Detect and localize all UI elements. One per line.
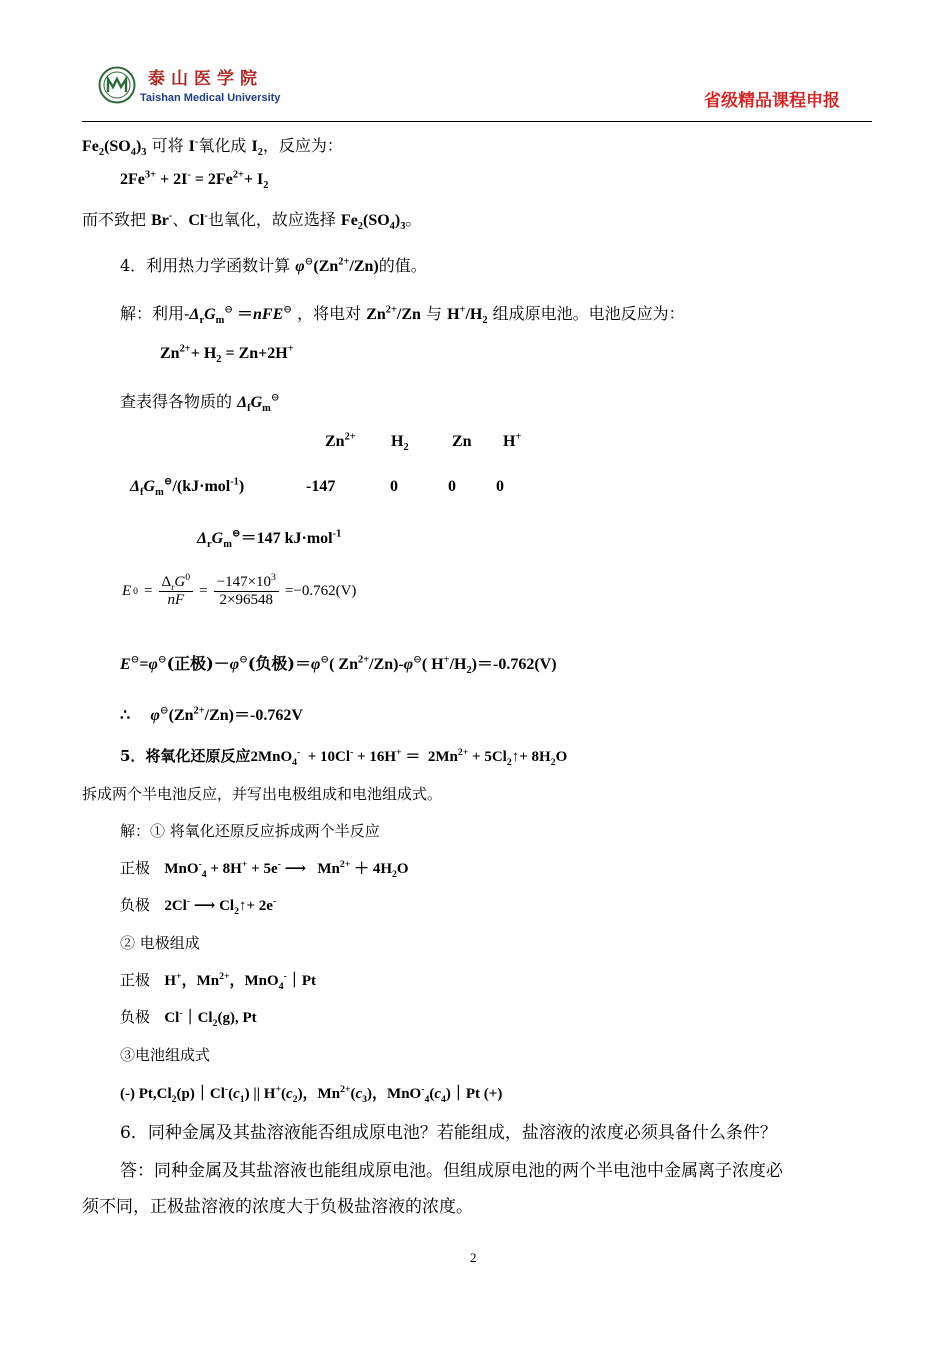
positive-half-reaction: 正极 MnO-$_4$ + 8H+ + 5e- ⟶ $Mn^{2+} + 4H_2O$ bbox=[120, 859, 409, 880]
delta-rg-line: $\Delta_rG_m^⊖=147$ kJ·mol$^{-1}$ bbox=[197, 528, 342, 551]
equation-line-2: $2Fe^{3+} + 2I^- = 2Fe^{2+}+ I_2$ bbox=[120, 169, 269, 192]
school-name-en: Taishan Medical University bbox=[140, 92, 281, 104]
answer-6-line-2: 须不同，正极盐溶液的浓度大于负极盐溶液的浓度。 bbox=[82, 1197, 473, 1217]
table-header-zn: Zn bbox=[452, 433, 472, 450]
e0-fraction-equation: E 0 = $\frac{\Delta_rG^0}{nF}$ = $\frac{-147\times 10^3}{2\times 96548}$ =−0.762(V) bbox=[122, 572, 357, 608]
text-line-1: $Fe_2(SO_4)_3$ 可将 I-氧化成 $I_2$，反应为： bbox=[82, 136, 343, 159]
school-logo-icon bbox=[98, 66, 136, 104]
school-name-cn: 泰山医学院 bbox=[148, 69, 263, 89]
table-value-h: 0 bbox=[496, 478, 504, 495]
table-header-h2: $H_2$ bbox=[391, 433, 409, 454]
reaction-4: $Zn^{2+}+ H_2 = Zn+2H^+$ bbox=[160, 343, 294, 366]
negative-electrode: 负极 $Cl^-|Cl_2(g)$, Pt bbox=[120, 1008, 257, 1029]
lookup-line: 查表得各物质的 $\Delta_fG_m^⊖$ bbox=[120, 392, 280, 415]
positive-electrode: 正极 H+，$Mn^{2+}$，MnO$_4$-｜Pt bbox=[120, 971, 316, 992]
table-value-h2: 0 bbox=[390, 478, 398, 495]
header-title: 省级精品课程申报 bbox=[704, 91, 840, 111]
solution-4-intro: 解：利用$-\Delta_rG_m^⊖ =nFE^⊖$ ，将电对 $Zn^{2+}/Zn$ 与 $H^+/H_2$ 组成原电池。电池反应为： bbox=[120, 304, 685, 327]
negative-half-reaction: 负极 2Cl- ⟶ $Cl_2↑+ 2e^-$ bbox=[120, 896, 277, 917]
table-value-zn: 0 bbox=[448, 478, 456, 495]
table-value-zn2: -147 bbox=[306, 478, 336, 495]
table-header-zn2: $Zn^{2+}$ bbox=[325, 431, 356, 450]
cell-notation: (-) $Pt,Cl_2(p)|Cl^-(c_1)$ || $H^+(c_2)$，$Mn^{2+}(c_3)$，$MnO^-_4(c_4)|Pt$ (+) bbox=[120, 1084, 503, 1105]
text-line-3: 而不致把 Br-、Cl-也氧化，故应选择 $Fe_2(SO_4)_3$。 bbox=[82, 210, 422, 233]
question-6: 6．同种金属及其盐溶液能否组成原电池？若能组成，盐溶液的浓度必须具备什么条件？ bbox=[120, 1123, 777, 1143]
table-header-h: H+ bbox=[503, 431, 522, 450]
solution-5-step-1: 解：① 将氧化还原反应拆成两个半反应 bbox=[120, 822, 380, 840]
table-row-label: $\Delta_fG_m^⊖/(kJ\cdot mol^{-1})$ bbox=[130, 476, 245, 499]
answer-6-line-1: 答：同种金属及其盐溶液也能组成原电池。但组成原电池的两个半电池中金属离子浓度必 bbox=[120, 1161, 783, 1181]
header-divider bbox=[82, 121, 872, 122]
question-5: 5．将氧化还原反应$2MnO_4^- + 10Cl^- + 16H^+ = 2Mn^{2+}$ + $5Cl_2↑+ 8H_2O$ bbox=[120, 747, 568, 768]
page-number: 2 bbox=[470, 1250, 477, 1265]
question-5-line-2: 拆成两个半电池反应，并写出电极组成和电池组成式。 bbox=[82, 785, 443, 803]
solution-5-step-3: ③电池组成式 bbox=[120, 1046, 211, 1064]
question-4: 4．利用热力学函数计算 $\varphi^⊖(Zn^{2+}/Zn)$的值。 bbox=[120, 256, 427, 275]
therefore-line: ∴ $\varphi^⊖(Zn^{2+}/Zn)=-0.762V$ bbox=[120, 705, 303, 724]
solution-5-step-2: ② 电极组成 bbox=[120, 934, 200, 952]
e-standard-line: E⊖=φ⊖(正极)－φ⊖(负极)＝φ⊖( $Zn^{2+}/Zn)-\varphi^⊖$( $H^+/H_2)=-0.762(V)$ bbox=[120, 654, 557, 677]
